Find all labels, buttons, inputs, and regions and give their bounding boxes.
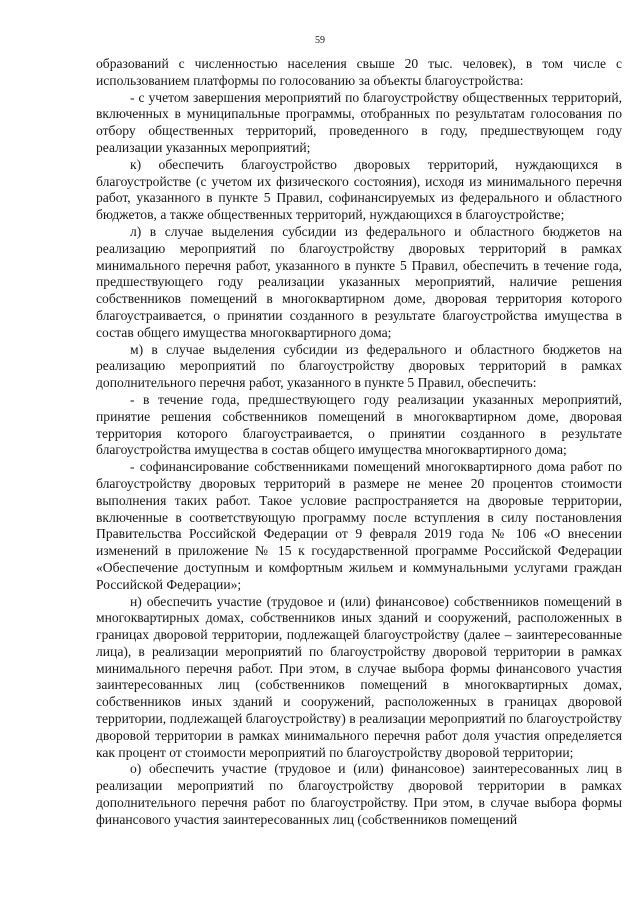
- paragraph: о) обеспечить участие (трудовое и (или) финансовое) заинтересованных лиц в реализации мероприятий по благоустройству дворовой территории в рамках дополнительного перечня работ по благоустройству. При этом, в случае выбора формы финансового участия заинтересованных лиц (собственников помещений: [96, 761, 622, 827]
- paragraph: л) в случае выделения субсидии из федерального и областного бюджетов на реализацию мероприятий по благоустройству дворовых территорий в рамках минимального перечня работ, указанного в пункте 5 Правил, обеспечить в течение года, предшествующего году реализации указанных мероприятий, наличие решения собственников помещений в многоквартирном доме, дворовая территория которого благоустраивается, о принятии созданного в результате благоустройства имущества в состав общего имущества многоквартирного дома;: [96, 223, 622, 340]
- body-text: [96, 56, 622, 829]
- paragraph: - в течение года, предшествующего году реализации указанных мероприятий, принятие решения собственников помещений в многоквартирном доме, дворовая территория которого благоустраивается, о принятии созданного в результате благоустройства имущества в состав общего имущества многоквартирного дома;: [96, 391, 622, 458]
- page-number: 59: [315, 35, 325, 46]
- paragraph: - с учетом завершения мероприятий по благоустройству общественных территорий, включенных в муниципальные программы, отобранных по результатам голосования по отбору общественных территорий, проведенного в году, предшествующем году реализации указанных мероприятий;: [96, 89, 622, 155]
- paragraph: м) в случае выделения субсидии из федерального и областного бюджетов на реализацию мероприятий по благоустройству дворовых территорий в рамках дополнительного перечня работ, указанного в пункте 5 Правил, обеспечить:: [96, 341, 622, 391]
- paragraph: - софинансирование собственниками помещений многоквартирного дома работ по благоустройству дворовых территорий в размере не менее 20 процентов стоимости выполнения таких работ. Такое условие распространяется на дворовые территории, включенные в соответствующую программу после вступления в силу постановления Правительства Российской Федерации от 9 февраля 2019 года № 106 «О внесении изменений в приложение № 15 к государственной программе Российской Федерации «Обеспечение доступным и комфортным жильем и коммунальными услугами граждан Российской Федерации»;: [96, 459, 622, 592]
- paragraph: н) обеспечить участие (трудовое и (или) финансовое) собственников помещений в многоквартирных домах, собственников иных зданий и сооружений, расположенных в границах дворовой территории, подлежащей благоустройству (далее – заинтересованные лица), в реализации мероприятий по благоустройству дворовой территории в рамках минимального перечня работ. При этом, в случае выбора формы финансового участия заинтересованных лиц (собственников помещений в многоквартирных домах, собственников иных зданий и сооружений, расположенных в границах дворовой территории, подлежащей благоустройству) в реализации мероприятий по благоустройству дворовой территории в рамках минимального перечня работ доля участия определяется как процент от стоимости мероприятий по благоустройству дворовой территории;: [96, 593, 622, 760]
- paragraph: к) обеспечить благоустройство дворовых территорий, нуждающихся в благоустройстве (с учетом их физического состояния), исходя из минимального перечня работ, указанного в пункте 5 Правил, софинансируемых из федерального и областного бюджетов, а также общественных территорий, нуждающихся в благоустройстве;: [96, 156, 622, 223]
- paragraph: образований с численностью населения свыше 20 тыс. человек), в том числе с использованием платформы по голосованию за объекты благоустройства:: [96, 56, 622, 88]
